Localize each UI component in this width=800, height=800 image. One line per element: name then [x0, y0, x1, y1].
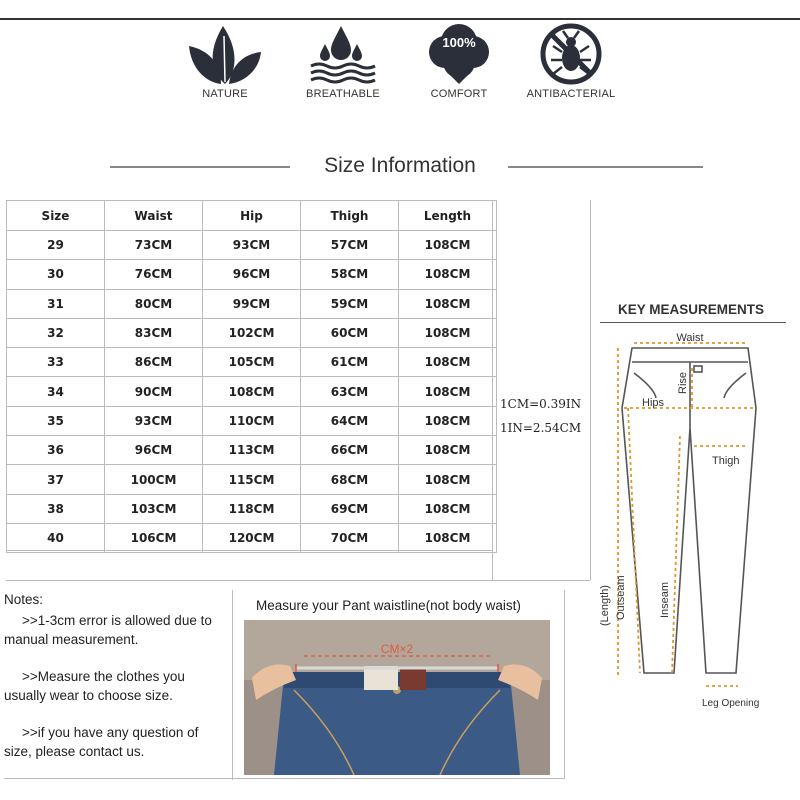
table-cell: 110CM: [203, 406, 301, 435]
table-cell: 58CM: [301, 260, 399, 289]
table-cell: 40: [7, 523, 105, 552]
feature-breathable: [288, 22, 398, 100]
table-cell: 108CM: [399, 348, 497, 377]
feature-label: ANTIBACTERIAL: [526, 88, 616, 100]
title-rule-right: [508, 166, 703, 168]
section-title: Size Information: [324, 154, 476, 177]
table-cell: 103CM: [105, 494, 203, 523]
table-cell: 115CM: [203, 465, 301, 494]
cotton-icon: [419, 22, 499, 86]
feature-antibacterial: [516, 22, 626, 100]
table-cell: 30: [7, 260, 105, 289]
table-cell: 108CM: [399, 377, 497, 406]
key-measurements-panel: [598, 302, 784, 317]
header-waist: Waist: [105, 201, 203, 231]
measure-right-rule: [564, 590, 565, 779]
table-cell: 59CM: [301, 289, 399, 318]
size-info-header: [0, 152, 800, 182]
table-cell: 61CM: [301, 348, 399, 377]
feature-label: BREATHABLE: [306, 88, 380, 100]
table-row: [7, 465, 497, 494]
table-cell: 86CM: [105, 348, 203, 377]
comfort-badge: 100%: [442, 35, 476, 50]
note-item: >>1-3cm error is allowed due to manual measurement.: [4, 613, 212, 647]
inseam-label: Inseam: [659, 581, 671, 618]
table-cell: 83CM: [105, 318, 203, 347]
jeans-diagram: [594, 328, 794, 728]
outseam-label: Outseam: [615, 575, 627, 620]
rise-label: Rise: [677, 371, 689, 394]
feature-nature: [170, 22, 280, 100]
table-cell: 32: [7, 318, 105, 347]
table-cell: 108CM: [399, 465, 497, 494]
table-cell: 80CM: [105, 289, 203, 318]
table-row: [7, 377, 497, 406]
top-rule: [0, 18, 800, 20]
table-cell: 108CM: [203, 377, 301, 406]
header-size: Size: [7, 201, 105, 231]
notes-panel: [4, 590, 226, 779]
table-right-rule: [492, 200, 493, 580]
table-cell: 118CM: [203, 494, 301, 523]
measure-title: Measure your Pant waistline(not body waist): [256, 598, 521, 613]
table-cell: 33: [7, 348, 105, 377]
table-row: [7, 318, 497, 347]
table-cell: 29: [7, 231, 105, 260]
table-cell: 57CM: [301, 231, 399, 260]
note-item: >>if you have any question of size, please contact us.: [4, 725, 199, 759]
table-cell: 106CM: [105, 523, 203, 552]
table-cell: 108CM: [399, 260, 497, 289]
conversion-cm-in: 1CM=0.39IN: [500, 397, 582, 411]
table-cell: 60CM: [301, 318, 399, 347]
table-cell: 38: [7, 494, 105, 523]
size-table-body: [7, 231, 497, 553]
hips-label: Hips: [642, 397, 665, 409]
table-cell: 96CM: [203, 260, 301, 289]
conversion-in-cm: 1IN=2.54CM: [500, 421, 582, 435]
table-row: [7, 289, 497, 318]
cm-x2-label: CM×2: [380, 642, 414, 656]
table-row: [7, 494, 497, 523]
table-cell: 105CM: [203, 348, 301, 377]
table-cell: 63CM: [301, 377, 399, 406]
table-bottom-rule: [6, 550, 492, 551]
leaves-icon: [185, 22, 265, 86]
note-item: >>Measure the clothes you usually wear to choose size.: [4, 669, 185, 703]
notes-divider: [232, 590, 233, 780]
table-row: [7, 406, 497, 435]
leg-opening-label: Leg Opening: [702, 698, 760, 709]
table-cell: 31: [7, 289, 105, 318]
size-table: [6, 200, 497, 553]
feature-label: COMFORT: [430, 88, 488, 100]
table-cell: 37: [7, 465, 105, 494]
jeans-waist-illustration: [244, 620, 550, 775]
table-header-row: [7, 201, 497, 231]
table-cell: 66CM: [301, 436, 399, 465]
table-cell: 73CM: [105, 231, 203, 260]
water-drops-icon: [303, 22, 383, 86]
length-label: (Length): [599, 585, 611, 626]
table-cell: 36: [7, 436, 105, 465]
table-cell: 70CM: [301, 523, 399, 552]
table-cell: 35: [7, 406, 105, 435]
table-cell: 102CM: [203, 318, 301, 347]
table-cell: 76CM: [105, 260, 203, 289]
thigh-label: Thigh: [712, 455, 740, 467]
table-cell: 93CM: [203, 231, 301, 260]
table-row: [7, 231, 497, 260]
table-cell: 100CM: [105, 465, 203, 494]
table-cell: 93CM: [105, 406, 203, 435]
table-cell: 96CM: [105, 436, 203, 465]
panel-divider: [590, 200, 591, 580]
table-cell: 90CM: [105, 377, 203, 406]
notes-heading: Notes:: [4, 592, 44, 607]
key-title-rule: [600, 322, 786, 323]
table-row: [7, 436, 497, 465]
table-cell: 108CM: [399, 406, 497, 435]
table-cell: 108CM: [399, 289, 497, 318]
feature-label: NATURE: [202, 88, 248, 100]
table-cell: 108CM: [399, 494, 497, 523]
table-cell: 69CM: [301, 494, 399, 523]
table-cell: 108CM: [399, 318, 497, 347]
table-row: [7, 523, 497, 552]
header-thigh: Thigh: [301, 201, 399, 231]
waist-measure-photo: [244, 620, 550, 775]
table-cell: 108CM: [399, 436, 497, 465]
feature-comfort: [404, 22, 514, 100]
table-cell: 108CM: [399, 231, 497, 260]
notes-top-rule: [6, 580, 590, 581]
table-cell: 64CM: [301, 406, 399, 435]
header-hip: Hip: [203, 201, 301, 231]
table-row: [7, 348, 497, 377]
table-cell: 99CM: [203, 289, 301, 318]
table-cell: 120CM: [203, 523, 301, 552]
notes-bottom-rule: [4, 778, 564, 779]
header-length: Length: [399, 201, 497, 231]
table-cell: 34: [7, 377, 105, 406]
waist-label: Waist: [676, 332, 704, 344]
table-row: [7, 260, 497, 289]
table-cell: 68CM: [301, 465, 399, 494]
key-measurements-title: KEY MEASUREMENTS: [617, 302, 765, 317]
table-cell: 108CM: [399, 523, 497, 552]
no-bug-icon: [531, 22, 611, 86]
table-cell: 113CM: [203, 436, 301, 465]
